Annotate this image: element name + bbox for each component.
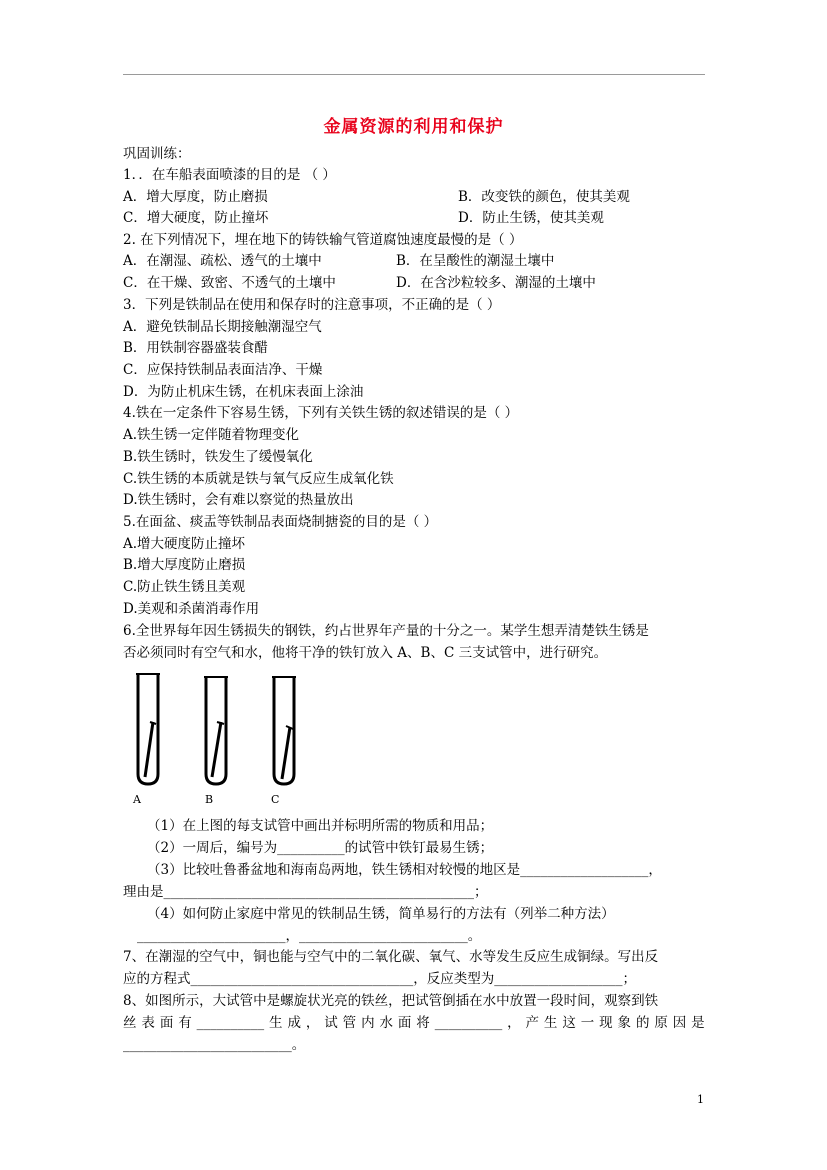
q5-option-c: C.防止铁生锈且美观 xyxy=(123,579,246,595)
q5-option-b: B.增大厚度防止磨损 xyxy=(123,557,246,573)
q8-line2-part: 生 xyxy=(269,1015,283,1031)
q8-line2-part: 成 xyxy=(287,1015,301,1031)
q4-option-b: B.铁生锈时，铁发生了缓慢氧化 xyxy=(123,449,313,465)
q5-option-a: A.增大硬度防止撞坏 xyxy=(123,536,246,552)
page-number: 1 xyxy=(697,1093,704,1106)
q8-line2-part: 内 xyxy=(361,1015,375,1031)
iron-nail-c xyxy=(282,727,290,779)
q8-line2-part: 是 xyxy=(691,1015,705,1031)
q1-option-b: B．改变铁的颜色，使其美观 xyxy=(458,189,630,205)
iron-nail-a xyxy=(145,722,153,777)
q8-line2-part: 原 xyxy=(654,1015,668,1031)
q5-stem: 5.在面盆、痰盂等铁制品表面烧制搪瓷的目的是（ ） xyxy=(123,514,438,530)
q2-stem: 2. 在下列情况下，埋在地下的铸铁输气管道腐蚀速度最慢的是（ ） xyxy=(123,232,523,248)
q4-option-a: A.铁生锈一定伴随着物理变化 xyxy=(123,427,300,443)
q2-option-d: D．在含沙粒较多、潮湿的土壤中 xyxy=(396,275,596,291)
q8-line2-part: 管 xyxy=(342,1015,357,1031)
q7-line1: 7、在潮湿的空气中，铜也能与空气中的二氧化碳、氧气、水等发生反应生成铜绿。写出反 xyxy=(123,949,659,965)
q8-line2-part: 丝 xyxy=(123,1015,137,1031)
q8-line2-part: __________ xyxy=(196,1015,265,1031)
q3-option-a: A．避免铁制品长期接触潮湿空气 xyxy=(123,319,322,335)
q5-option-d: D.美观和杀菌消毒作用 xyxy=(123,601,260,617)
q8-line2-part: 面 xyxy=(159,1015,174,1031)
q8-line2-part: 生 xyxy=(543,1015,558,1031)
q8-line2-part: 象 xyxy=(617,1015,632,1031)
q3-option-d: D．为防止机床生锈，在机床表面上涂油 xyxy=(123,384,364,400)
q2-option-c: C．在干燥、致密、不透气的土壤中 xyxy=(123,275,336,291)
q6-sub1: （1）在上图的每支试管中画出并标明所需的物质和用品； xyxy=(147,818,494,834)
q6-stem-line2: 否必须同时有空气和水，他将干净的铁钉放入 A、B、C 三支试管中，进行研究。 xyxy=(123,645,608,661)
q6-sub3: （3）比较吐鲁番盆地和海南岛两地，铁生锈相对较慢的地区是___________________， xyxy=(147,862,662,878)
q1-option-a: A．增大厚度，防止磨损 xyxy=(123,189,268,205)
q8-line2-part: 试 xyxy=(324,1015,338,1031)
q8-line2-part: 的 xyxy=(635,1015,650,1031)
q8-line3: _________________________。 xyxy=(123,1037,306,1053)
q1-option-c: C．增大硬度，防止撞坏 xyxy=(123,210,269,226)
header-rule xyxy=(123,74,705,75)
q6-sub2: （2）一周后，编号为__________的试管中铁钉最易生锈； xyxy=(147,840,494,856)
q8-line2-part: 面 xyxy=(397,1015,412,1031)
q2-option-b: B．在呈酸性的潮湿土壤中 xyxy=(396,253,555,269)
test-tube-a xyxy=(136,674,160,784)
q8-line2 xyxy=(123,1014,705,1032)
tube-label-b: B xyxy=(205,793,214,806)
q1-option-d: D．防止生锈，使其美观 xyxy=(458,210,604,226)
q8-line2-part: ， xyxy=(305,1015,320,1031)
q3-option-b: B．用铁制容器盛装食醋 xyxy=(123,340,268,356)
q1-stem: 1．．在车船表面喷漆的目的是 （ ） xyxy=(123,167,336,183)
q8-line2-part: __________ xyxy=(434,1015,503,1031)
q1-options-row1 xyxy=(123,188,705,206)
q8-line2-part: 因 xyxy=(672,1015,687,1031)
section-heading: 巩固训练： xyxy=(123,146,191,162)
q8-line2-part: ， xyxy=(507,1015,521,1031)
q6-sub3-reason: 理由是______________________________________________； xyxy=(123,884,488,900)
q3-stem: 3．下列是铁制品在使用和保存时的注意事项，不正确的是（ ） xyxy=(123,297,501,313)
q8-line2-part: 有 xyxy=(178,1015,192,1031)
q8-line2-part: 水 xyxy=(379,1015,393,1031)
q8-line2-part: 产 xyxy=(525,1015,539,1031)
page-title: 金属资源的利用和保护 xyxy=(323,117,504,137)
q8-line2-part: 一 xyxy=(580,1015,595,1031)
q1-options-row2 xyxy=(123,209,705,227)
test-tube-b xyxy=(204,677,228,784)
iron-nail-b xyxy=(212,722,221,777)
q8-line2-part: 现 xyxy=(599,1015,613,1031)
q2-option-a: A．在潮湿、疏松、透气的土壤中 xyxy=(123,253,322,269)
q2-options-row1 xyxy=(123,252,705,270)
q4-option-c: C.铁生锈的本质就是铁与氧气反应生成氧化铁 xyxy=(123,471,394,487)
tube-label-a: A xyxy=(133,793,141,806)
q7-line2: 应的方程式_________________________________，反应类型为___________________； xyxy=(123,971,636,987)
q4-option-d: D.铁生锈时，会有难以察觉的热量放出 xyxy=(123,492,354,508)
q6-sub4: （4）如何防止家庭中常见的铁制品生锈，简单易行的方法有（列举二种方法） xyxy=(147,906,615,922)
q6-sub4-blanks: ______________________，_________________________。 xyxy=(137,928,482,944)
tube-label-c: C xyxy=(271,793,280,806)
q8-line2-part: 将 xyxy=(416,1015,430,1031)
test-tubes-figure xyxy=(128,672,318,812)
q4-stem: 4.铁在一定条件下容易生锈，下列有关铁生锈的叙述错误的是（ ） xyxy=(123,405,519,421)
q8-line2-part: 表 xyxy=(141,1015,155,1031)
q3-option-c: C．应保持铁制品表面洁净、干燥 xyxy=(123,362,323,378)
q8-line1: 8、如图所示，大试管中是螺旋状光亮的铁丝，把试管倒插在水中放置一段时间，观察到铁 xyxy=(123,993,659,1009)
q6-stem-line1: 6.全世界每年因生锈损失的钢铁，约占世界年产量的十分之一。某学生想弄清楚铁生锈是 xyxy=(123,623,649,639)
test-tube-c xyxy=(272,677,296,784)
q8-line2-part: 这 xyxy=(562,1015,576,1031)
q2-options-row2 xyxy=(123,274,705,292)
